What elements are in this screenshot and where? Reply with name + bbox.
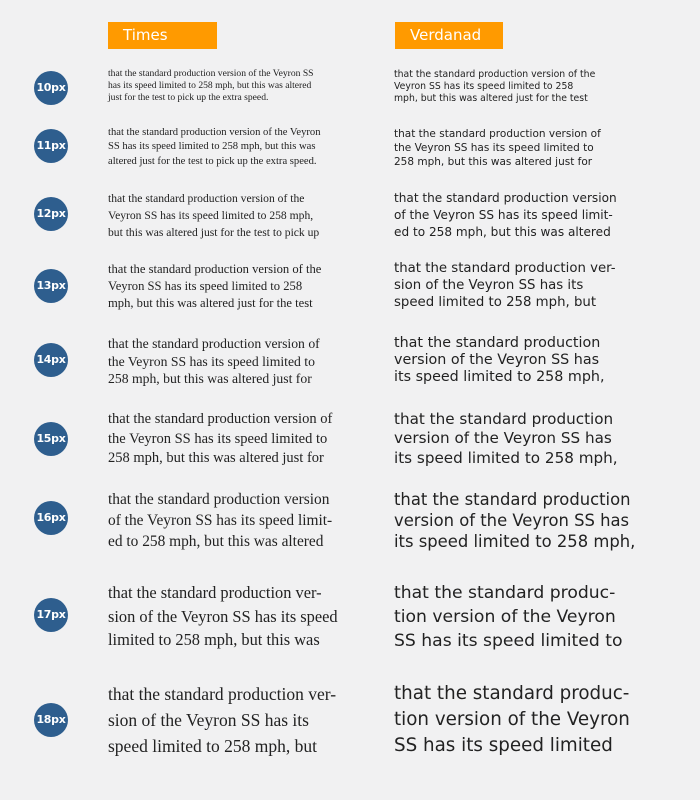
verdana-sample-line: of the Veyron SS has its speed limit- xyxy=(394,208,613,222)
times-sample-text xyxy=(108,410,358,469)
verdana-sample-line: its speed limited to 258 mph, xyxy=(394,369,605,385)
verdana-sample-line: SS has its speed limited xyxy=(394,735,613,756)
verdana-sample-text xyxy=(394,69,636,106)
font-size-badge: 18px xyxy=(34,703,68,737)
times-sample-line: that the standard production ver- xyxy=(108,684,337,704)
times-sample-text xyxy=(108,68,358,104)
verdana-sample-line: sion of the Veyron SS has its xyxy=(394,277,584,293)
times-sample-line: speed limited to 258 mph, but xyxy=(108,736,318,757)
times-sample-line: Veyron SS has its speed limited to 258 mph, xyxy=(108,209,314,222)
times-sample-line: mph, but this was altered just for the test xyxy=(108,295,313,310)
font-size-badge: 12px xyxy=(34,197,68,231)
times-sample-text xyxy=(108,190,358,241)
times-sample-text xyxy=(108,489,358,552)
times-sample-line: that the standard production version of the Veyron xyxy=(108,127,321,138)
times-sample-line: that the standard production version of the xyxy=(108,192,305,205)
font-size-badge: 15px xyxy=(34,422,68,456)
times-sample-line: but this was altered just for the test to pick up xyxy=(108,226,320,239)
times-sample-text xyxy=(108,126,358,169)
times-sample-line: 258 mph, but this was altered just for xyxy=(108,371,312,387)
verdana-sample-line: that the standard production xyxy=(394,410,614,428)
verdana-sample-line: tion version of the Veyron xyxy=(394,709,630,730)
verdana-sample-line: that the standard produc- xyxy=(394,583,616,603)
verdana-sample-text xyxy=(394,581,636,653)
times-sample-line: 258 mph, but this was altered just for xyxy=(108,450,324,466)
times-sample-line: limited to 258 mph, but this was xyxy=(108,630,320,649)
verdana-sample-line: that the standard production version of xyxy=(394,128,601,140)
verdana-sample-line: tion version of the Veyron xyxy=(394,607,616,627)
verdana-sample-line: its speed limited to 258 mph, xyxy=(394,448,618,467)
verdana-sample-text xyxy=(394,681,636,759)
times-sample-line: SS has its speed limited to 258 mph, but this was xyxy=(108,141,316,153)
verdana-sample-text xyxy=(394,127,636,169)
verdana-sample-line: Veyron SS has its speed limited to 258 xyxy=(394,81,574,93)
verdana-sample-line: 258 mph, but this was altered just for xyxy=(394,156,593,168)
times-sample-line: has its speed limited to 258 mph, but this was altered xyxy=(108,80,312,91)
times-sample-text xyxy=(108,581,358,652)
times-sample-line: sion of the Veyron SS has its speed xyxy=(108,606,338,626)
times-sample-line: altered just for the test to pick up the extra speed. xyxy=(108,155,317,167)
times-sample-text xyxy=(108,681,358,760)
times-sample-line: the Veyron SS has its speed limited to xyxy=(108,353,315,369)
verdana-sample-line: that the standard production xyxy=(394,490,631,509)
times-sample-text xyxy=(108,335,358,388)
verdana-sample-line: version of the Veyron SS has xyxy=(394,511,630,530)
verdana-column-header: Verdanad xyxy=(395,22,503,49)
times-sample-line: that the standard production version of the Veyron SS xyxy=(108,68,314,79)
font-size-badge: 13px xyxy=(34,269,68,303)
font-size-badge: 17px xyxy=(34,598,68,632)
verdana-sample-text xyxy=(394,335,636,386)
times-sample-line: that the standard production version of xyxy=(108,411,333,427)
times-sample-line: that the standard production version xyxy=(108,491,330,508)
verdana-sample-line: that the standard produc- xyxy=(394,683,630,704)
verdana-sample-line: the Veyron SS has its speed limited to xyxy=(394,142,594,154)
verdana-sample-text xyxy=(394,410,636,468)
times-sample-line: ed to 258 mph, but this was altered xyxy=(108,533,324,550)
verdana-sample-line: version of the Veyron SS has xyxy=(394,429,612,448)
times-sample-line: of the Veyron SS has its speed limit- xyxy=(108,512,333,529)
times-sample-line: that the standard production version of xyxy=(108,336,320,351)
times-sample-line: just for the test to pick up the extra speed. xyxy=(108,92,269,103)
times-sample-text xyxy=(108,261,358,311)
font-size-badge: 14px xyxy=(34,343,68,377)
times-sample-line: that the standard production version of the xyxy=(108,262,322,276)
verdana-sample-text xyxy=(394,261,636,311)
times-sample-line: the Veyron SS has its speed limited to xyxy=(108,430,328,447)
font-size-badge: 16px xyxy=(34,501,68,535)
verdana-sample-line: that the standard production xyxy=(394,335,601,351)
times-sample-line: that the standard production ver- xyxy=(108,583,322,602)
verdana-sample-line: that the standard production version xyxy=(394,191,617,205)
verdana-sample-text xyxy=(394,190,636,241)
font-size-badge: 10px xyxy=(34,71,68,105)
verdana-sample-line: version of the Veyron SS has xyxy=(394,352,600,368)
times-sample-line: Veyron SS has its speed limited to 258 xyxy=(108,278,303,293)
verdana-sample-text xyxy=(394,489,636,552)
verdana-sample-line: SS has its speed limited to xyxy=(394,631,623,651)
font-size-badge: 11px xyxy=(34,129,68,163)
verdana-sample-line: that the standard production version of the xyxy=(394,69,596,80)
verdana-sample-line: ed to 258 mph, but this was altered xyxy=(394,225,611,239)
verdana-sample-line: that the standard production ver- xyxy=(394,261,616,276)
times-column-header: Times xyxy=(108,22,217,49)
times-sample-line: sion of the Veyron SS has its xyxy=(108,710,309,731)
verdana-sample-line: speed limited to 258 mph, but xyxy=(394,294,597,310)
verdana-sample-line: mph, but this was altered just for the test xyxy=(394,93,588,105)
verdana-sample-line: its speed limited to 258 mph, xyxy=(394,532,636,551)
